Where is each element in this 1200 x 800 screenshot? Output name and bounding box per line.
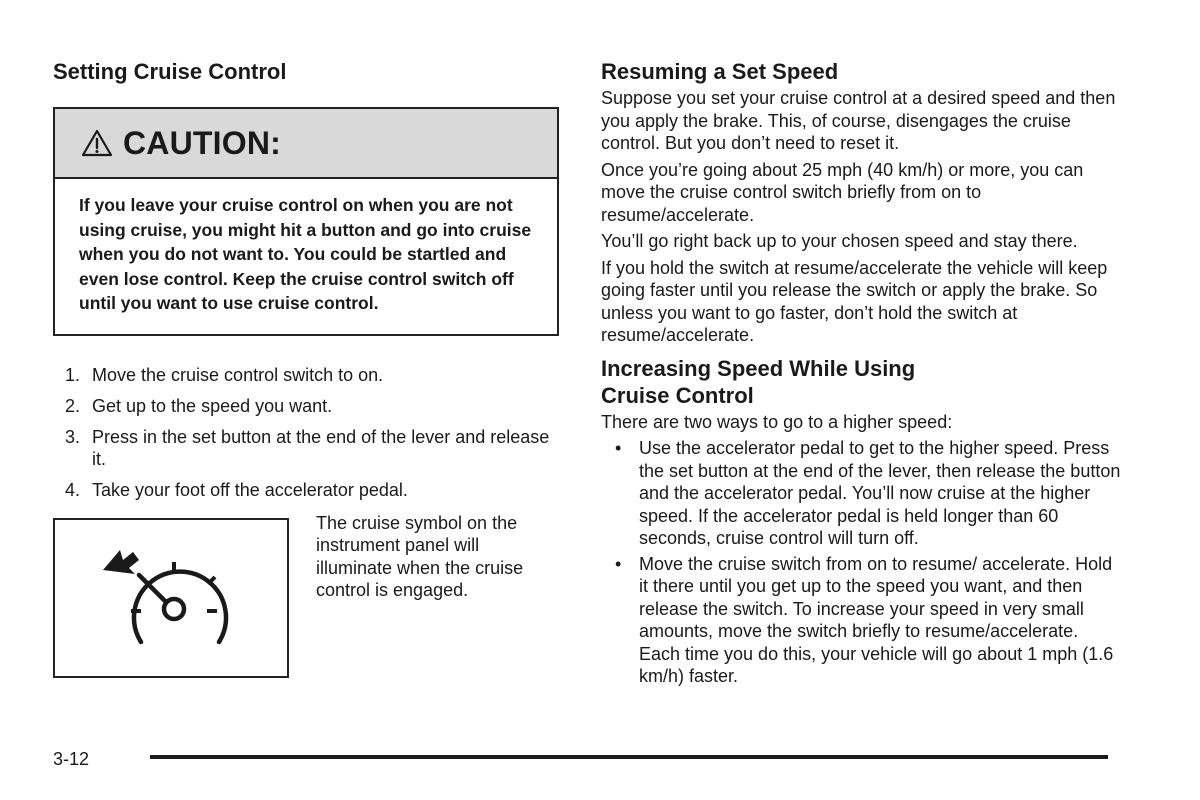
list-item [615,437,1121,550]
list-item [53,364,559,386]
bullet-icon: • [615,438,622,458]
bullet-text: Use the accelerator pedal to get to the higher speed. Press the set button at the end of the lever, then release the button and the accelerator pedal. You’ll now cruise at the higher speed. If the accelerator pedal is held longer than 60 seconds, cruise control will turn off. [639,438,1121,548]
list-item [615,553,1121,688]
right-column [601,58,1121,691]
footer-rule [150,755,1108,759]
cruise-control-speedometer-icon [55,520,287,676]
step-number: 1. [65,364,81,385]
steps-list [53,364,559,501]
step-number: 2. [65,395,81,416]
step-text: Move the cruise control switch to on. [92,364,384,385]
paragraph: There are two ways to go to a higher speed: [601,411,953,432]
caution-box [53,107,559,336]
left-column [53,58,559,678]
bullet-text: Move the cruise switch from on to resume/ accelerate. Hold it there until you get up to the speed you want, and then release the switch. To increase your speed in very small amounts, move the switch briefly to resume/accelerate. Each time you do this, your vehicle will go about 1 mph (1.6 km/h) faster. [639,553,1114,686]
list-item [53,479,559,501]
figure-row [53,512,559,678]
section-heading-resuming: Resuming a Set Speed [601,59,839,84]
list-item [53,426,559,470]
bullet-icon: • [615,553,622,574]
step-number: 3. [65,426,81,447]
section-heading-increasing-speed [601,355,1121,409]
list-item [53,395,559,417]
caution-header [55,109,557,179]
step-number: 4. [65,479,81,500]
caution-title: CAUTION: [123,124,282,161]
step-text: Take your foot off the accelerator pedal. [92,479,408,500]
step-text: Get up to the speed you want. [92,395,333,416]
page-number: 3-12 [53,749,90,769]
cruise-symbol-figure [53,518,289,678]
paragraph: Suppose you set your cruise control at a desired speed and then you apply the brake. This, of course, disengages the cruise control. But you don’t need to reset it. [601,88,1116,153]
caution-body: If you leave your cruise control on when you are not using cruise, you might hit a button and go into cruise when you do not want to. You could be startled and even lose control. Keep the cruise control switch off until you want to use cruise control. [79,195,532,313]
paragraph: Once you’re going about 25 mph (40 km/h) or more, you can move the cruise control switch briefly from on to resume/accelerate. [601,159,1084,225]
bullet-list [615,437,1121,688]
paragraph: You’ll go right back up to your chosen speed and stay there. [601,231,1078,251]
heading-line: Increasing Speed While Using [601,355,916,381]
heading-line: Cruise Control [601,382,754,408]
warning-triangle-icon [81,128,113,158]
step-text: Press in the set button at the end of the lever and release it. [92,426,550,469]
section-heading-setting-cruise: Setting Cruise Control [53,59,287,84]
figure-caption: The cruise symbol on the instrument panel will illuminate when the cruise control is engaged. [316,512,524,600]
paragraph: If you hold the switch at resume/accelerate the vehicle will keep going faster until you release the switch or apply the brake. So unless you want to go faster, don’t hold the switch at resume/accelerate. [601,257,1108,345]
